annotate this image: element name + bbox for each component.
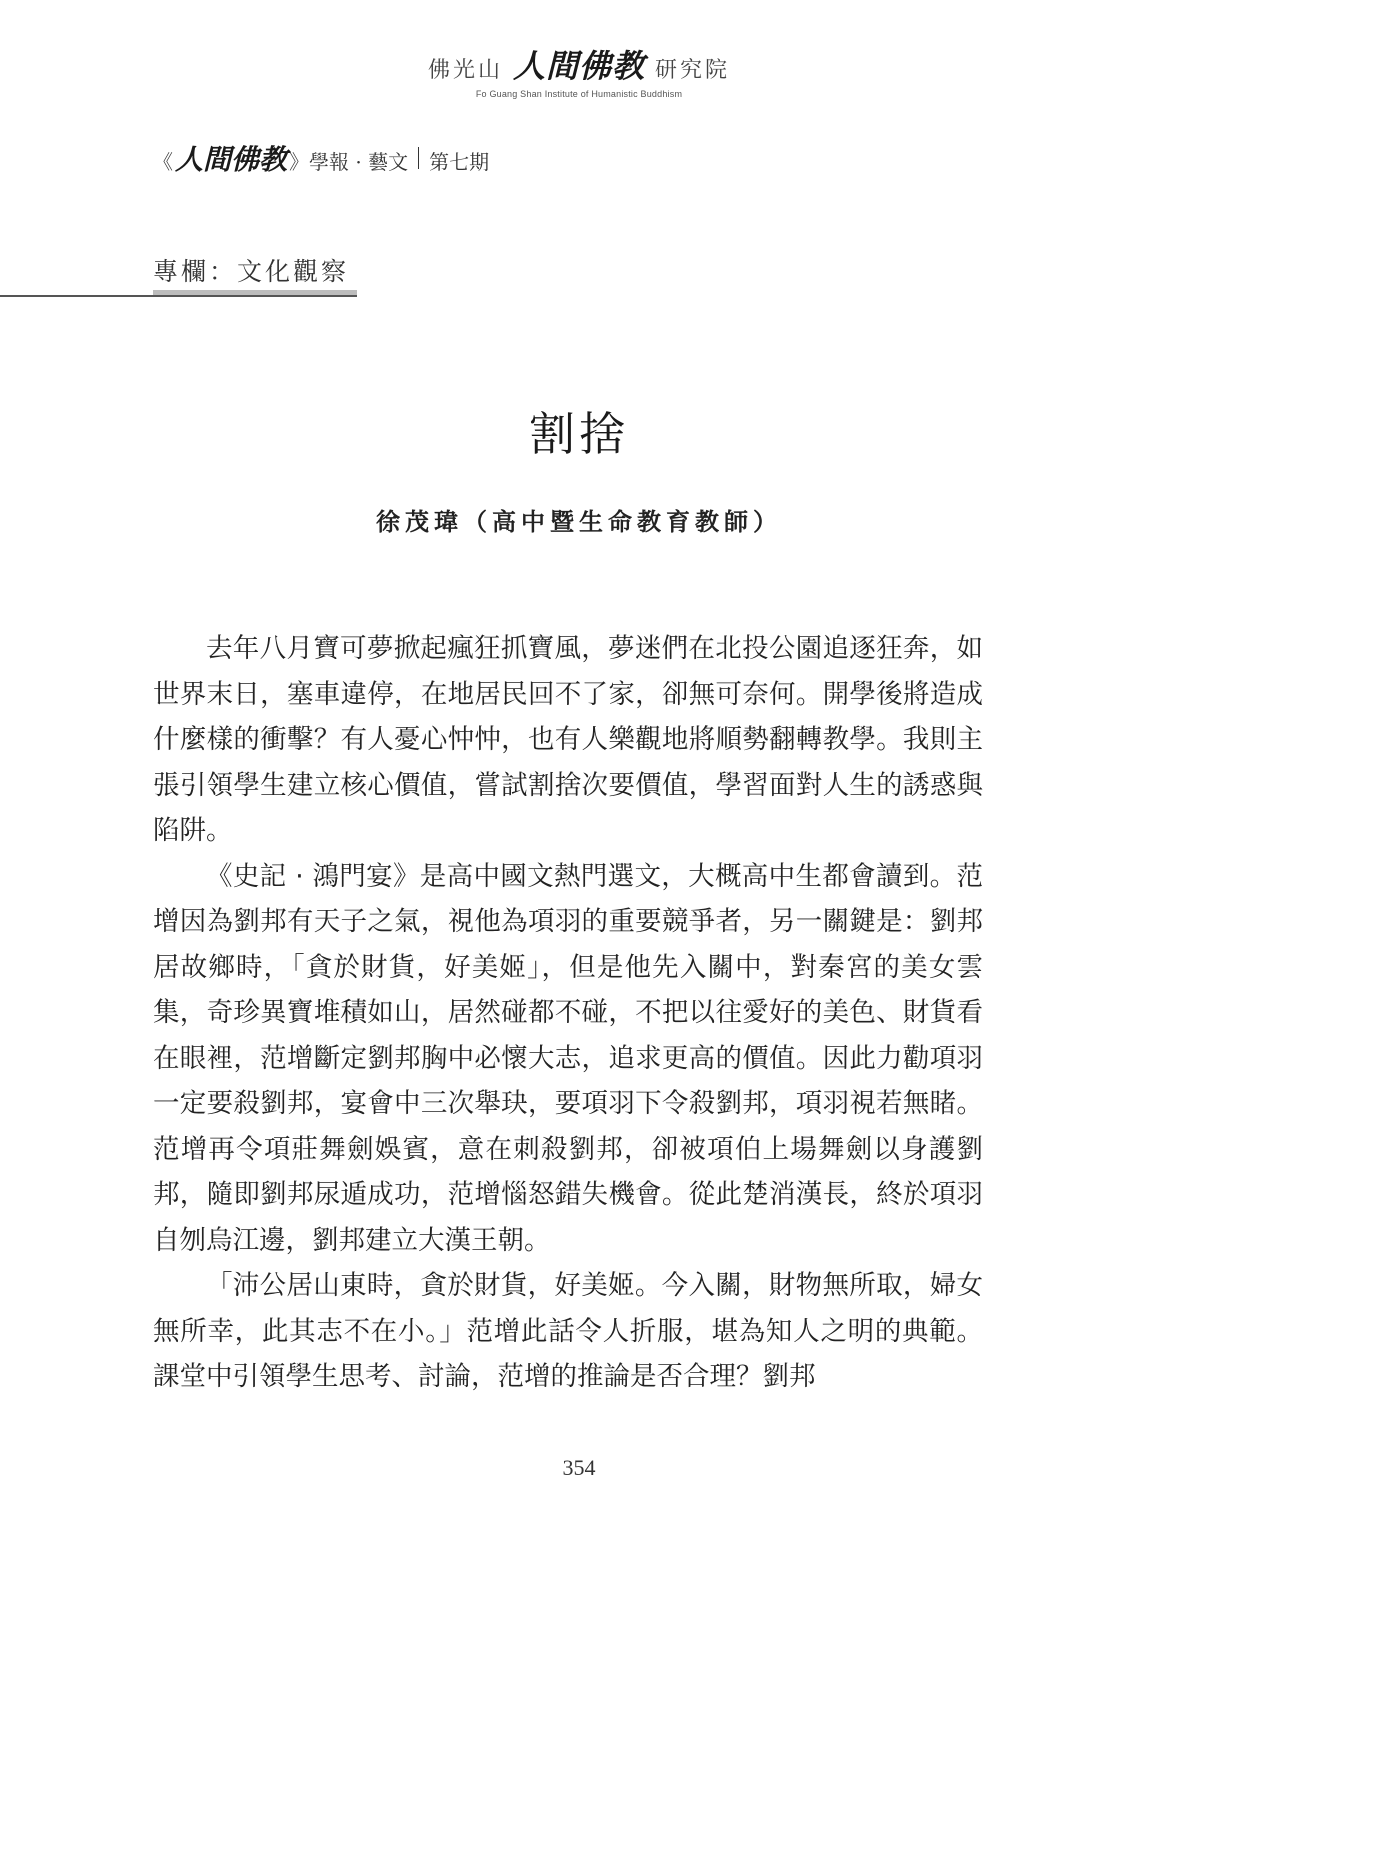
institute-script-logo: 人間佛教 [512,47,645,85]
journal-divider [418,147,419,169]
paragraph-3: 「沛公居山東時，貪於財貨，好美姬。今入關，財物無所取，婦女無所幸，此其志不在小。」范增此話令人折服，堪為知人之明的典範。課堂中引領學生思考、討論，范增的推論是否合理？劉邦 [153,1270,983,1392]
article-byline: 徐茂瑋（高中暨生命教育教師） [376,508,782,536]
journal-issue: 第七期 [429,150,490,174]
journal-section: 》學報 · 藝文 [289,150,409,174]
institute-logo [427,47,731,85]
institute-prefix: 佛光山 [427,58,503,83]
institute-english-name: Fo Guang Shan Institute of Humanistic Buddhism [475,89,683,99]
column-rule [0,295,357,297]
journal-script-name: 人間佛教 [175,143,288,176]
institute-suffix: 研究院 [655,58,731,83]
page-number: 354 [562,1455,596,1480]
article-body [153,626,983,1400]
article-title: 割捨 [529,407,629,461]
institute-header [0,47,1158,99]
journal-running-head [153,138,489,178]
paragraph-1: 去年八月寶可夢掀起瘋狂抓寶風，夢迷們在北投公園追逐狂奔，如世界末日，塞車違停，在地居民回不了家，卻無可奈何。開學後將造成什麼樣的衝擊？有人憂心忡忡，也有人樂觀地將順勢翻轉教學。我則主張引領學生建立核心價值，嘗試割捨次要價值，學習面對人生的誘惑與陷阱。 [153,633,983,846]
journal-open-bracket: 《 [153,150,173,174]
column-label: 專欄：文化觀察 [153,257,350,286]
paragraph-2: 《史記 · 鴻門宴》是高中國文熱門選文，大概高中生都會讀到。范增因為劉邦有天子之氣，視他為項羽的重要競爭者，另一關鍵是：劉邦居故鄉時，「貪於財貨，好美姬」，但是他先入關中，對秦宮的美女雲集，奇珍異寶堆積如山，居然碰都不碰，不把以往愛好的美色、財貨看在眼裡，范增斷定劉邦胸中必懷大志，追求更高的價值。因此力勸項羽一定要殺劉邦，宴會中三次舉玦，要項羽下令殺劉邦，項羽視若無睹。范增再令項莊舞劍娛賓，意在刺殺劉邦，卻被項伯上場舞劍以身護劉邦，隨即劉邦尿遁成功，范增惱怒錯失機會。從此楚消漢長，終於項羽自刎烏江邊，劉邦建立大漢王朝。 [153,860,983,1256]
